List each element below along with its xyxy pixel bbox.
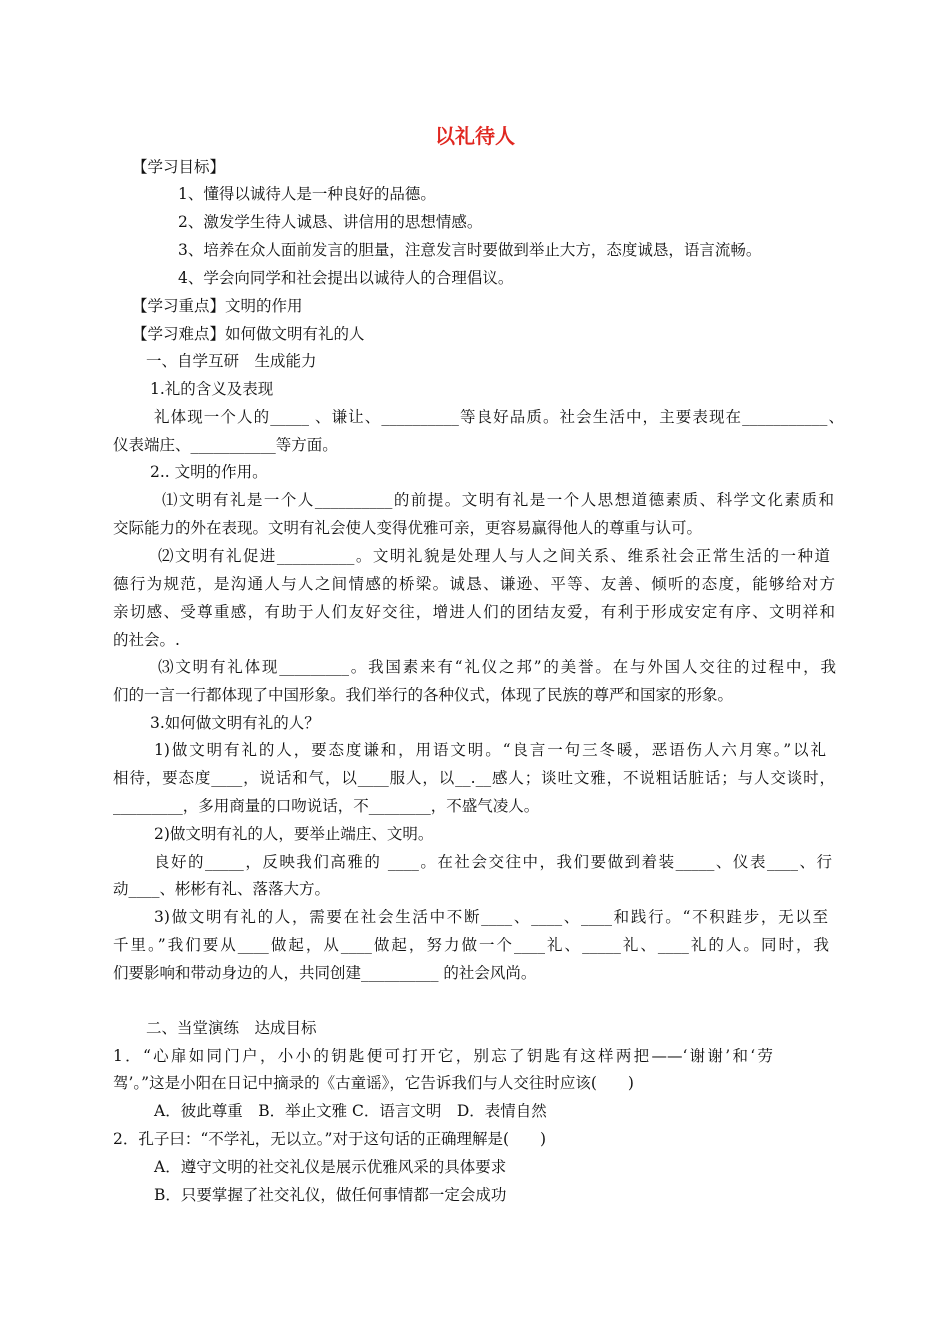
objective-item: 3、培养在众人面前发言的胆量，注意发言时要做到举止大方，态度诚恳，语言流畅。	[178, 241, 762, 259]
section-heading-part-two: 二、当堂演练 达成目标	[146, 1019, 317, 1037]
question-stem: 1．“心扉如同门户，小小的钥匙便可打开它，别忘了钥匙有这样两把——‘谢谢’和‘劳	[113, 1047, 773, 1065]
question-options: A．彼此尊重 B．举止文雅 C．语言文明 D．表情自然	[154, 1102, 547, 1120]
question-option: B．只要掌握了社交礼仪，做任何事情都一定会成功	[154, 1186, 507, 1204]
paragraph-line: ⑶文明有礼体现_________。我国素来有“礼仪之邦”的美誉。在与外国人交往的过程中，我	[158, 658, 836, 676]
paragraph-line: 德行为规范，是沟通人与人之间情感的桥梁。诚恳、谦逊、平等、友善、倾听的态度，能够给对方	[113, 575, 835, 593]
paragraph-line: 3)做文明有礼的人，需要在社会生活中不断____、____、____和践行。“不积跬步，无以至	[154, 908, 828, 926]
section-heading-objectives: 【学习目标】	[132, 158, 226, 176]
paragraph-line: 动____、彬彬有礼、落落大方。	[113, 880, 331, 898]
paragraph-line: 1)做文明有礼的人，要态度谦和，用语文明。“良言一句三冬暖，恶语伤人六月寒。”以礼	[154, 741, 826, 759]
objective-item: 4、学会向同学和社会提出以诚待人的合理倡议。	[178, 269, 514, 287]
question-stem: 驾’。”这是小阳在日记中摘录的《古童谣》，它告诉我们与人交往时应该( )	[113, 1074, 634, 1092]
paragraph-line: 礼体现一个人的_____ 、谦让、__________等良好品质。社会生活中，主要表现在___________、	[154, 408, 844, 426]
subsection-heading: 1.礼的含义及表现	[150, 380, 274, 398]
section-heading-part-one: 一、自学互研 生成能力	[146, 352, 317, 370]
paragraph-line: ⑴文明有礼是一个人__________的前提。文明有礼是一个人思想道德素质、科学文化素质和	[162, 491, 834, 509]
section-heading-key-point: 【学习重点】文明的作用	[132, 297, 303, 315]
subsection-heading: 3.如何做文明有礼的人？	[150, 714, 320, 732]
paragraph-line: 2)做文明有礼的人，要举止端庄、文明。	[154, 825, 434, 843]
paragraph-line: 千里。”我们要从____做起，从____做起，努力做一个____礼、_____礼、____礼的人。同时，我	[113, 936, 829, 954]
objective-item: 1、懂得以诚待人是一种良好的品德。	[178, 185, 436, 203]
paragraph-line: 良好的_____，反映我们高雅的 ____。在社会交往中，我们要做到着装_____、仪表____、行	[154, 853, 832, 871]
subsection-heading: 2.. 文明的作用。	[150, 463, 268, 481]
paragraph-line: 们要影响和带动身边的人，共同创建__________ 的社会风尚。	[113, 964, 537, 982]
paragraph-line: 亲切感、受尊重感，有助于人们友好交往，增进人们的团结友爱，有利于形成安定有序、文明祥和	[113, 603, 835, 621]
paragraph-line: ⑵文明有礼促进__________。文明礼貌是处理人与人之间关系、维系社会正常生活的一种道	[158, 547, 830, 565]
question-option: A．遵守文明的社交礼仪是展示优雅风采的具体要求	[154, 1158, 507, 1176]
paragraph-line: 的社会。.	[113, 631, 180, 649]
page-title: 以礼待人	[435, 124, 515, 148]
paragraph-line: 交际能力的外在表现。文明有礼会使人变得优雅可亲，更容易赢得他人的尊重与认可。	[113, 519, 703, 537]
section-heading-difficulty: 【学习难点】如何做文明有礼的人	[132, 325, 365, 343]
objective-item: 2、激发学生待人诚恳、讲信用的思想情感。	[178, 213, 483, 231]
paragraph-line: 仪表端庄、___________等方面。	[113, 436, 338, 454]
paragraph-line: _________，多用商量的口吻说话，不________，不盛气凌人。	[113, 797, 540, 815]
paragraph-line: 们的一言一行都体现了中国形象。我们举行的各种仪式，体现了民族的尊严和国家的形象。	[113, 686, 734, 704]
question-stem: 2．孔子曰：“不学礼，无以立。”对于这句话的正确理解是( )	[113, 1130, 547, 1148]
paragraph-line: 相待，要态度____，说话和气，以____服人，以__.__感人；谈吐文雅，不说粗话脏话；与人交谈时，	[113, 769, 835, 787]
